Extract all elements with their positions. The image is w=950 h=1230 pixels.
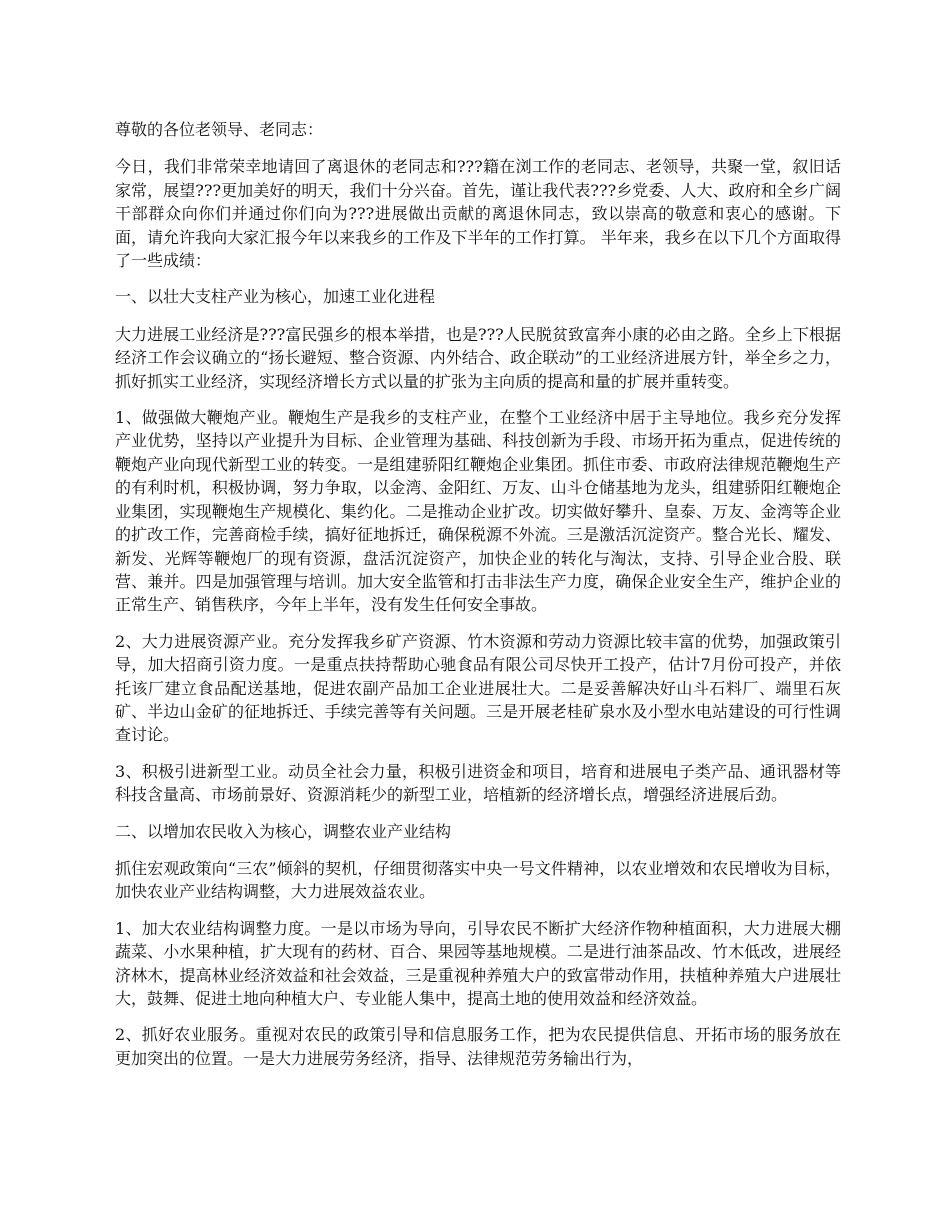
paragraph-industry-intro: 大力进展工业经济是???富民强乡的根本举措，也是???人民脱贫致富奔小康的必由之路。全乡上下根据经济工作会议确立的“扬长避短、整合资源、内外结合、政企联动”的工业经济进展方针，举全乡之力，抓好抓实工业经济，实现经济增长方式以量的扩张为主向质的提高和量的扩展并重转变。 bbox=[115, 324, 841, 391]
paragraph-firecracker: 1、做强做大鞭炮产业。鞭炮生产是我乡的支柱产业，在整个工业经济中居于主导地位。我乡充分发挥产业优势，坚持以产业提升为目标、企业管理为基础、科技创新为手段、市场开拓为重点，促进传统的鞭炮产业向现代新型工业的转变。一是组建骄阳红鞭炮企业集团。抓住市委、市政府法律规范鞭炮生产的有利时机，积极协调，努力争取，以金湾、金阳红、万友、山斗仓储基地为龙头，组建骄阳红鞭炮企业集团，实现鞭炮生产规模化、集约化。二是推动企业扩改。切实做好攀升、皇泰、万友、金湾等企业的扩改工作，完善商检手续，搞好征地拆迁，确保税源不外流。三是激活沉淀资产。整合光长、耀发、新发、光辉等鞭炮厂的现有资源，盘活沉淀资产，加快企业的转化与淘汰，支持、引导企业合股、联营、兼并。四是加强管理与培训。加大安全监管和打击非法生产力度，确保企业安全生产，维护企业的正常生产、销售秩序，今年上半年，没有发生任何安全事故。 bbox=[115, 408, 841, 615]
paragraph-agri-services: 2、抓好农业服务。重视对农民的政策引导和信息服务工作，把为农民提供信息、开拓市场的服务放在更加突出的位置。一是大力进展劳务经济，指导、法律规范劳务输出行为， bbox=[115, 1025, 841, 1068]
paragraph-agriculture-intro: 抓住宏观政策向“三农”倾斜的契机，仔细贯彻落实中央一号文件精神，以农业增效和农民增收为目标，加快农业产业结构调整，大力进展效益农业。 bbox=[115, 858, 841, 902]
section-heading-industry: 一、以壮大支柱产业为核心，加速工业化进程 bbox=[115, 287, 436, 307]
section-heading-agriculture: 二、以增加农民收入为核心，调整农业产业结构 bbox=[115, 821, 452, 841]
salutation: 尊敬的各位老领导、老同志： bbox=[115, 120, 324, 139]
paragraph-new-industry: 3、积极引进新型工业。动员全社会力量，积极引进资金和项目，培育和进展电子类产品、通讯器材等科技含量高、市场前景好、资源消耗少的新型工业，培植新的经济增长点，增强经济进展后劲。 bbox=[115, 761, 841, 805]
paragraph-resources: 2、大力进展资源产业。充分发挥我乡矿产资源、竹木资源和劳动力资源比较丰富的优势，加强政策引导，加大招商引资力度。一是重点扶持帮助心驰食品有限公司尽快开工投产，估计7月份可投产，并依托该厂建立食品配送基地，促进农副产品加工企业进展壮大。二是妥善解决好山斗石料厂、端里石灰矿、半边山金矿的征地拆迁、手续完善等有关问题。三是开展老桂矿泉水及小型水电站建设的可行性调查讨论。 bbox=[115, 631, 841, 745]
document-page bbox=[115, 118, 841, 1083]
paragraph-structure-adjustment: 1、加大农业结构调整力度。一是以市场为导向，引导农民不断扩大经济作物种植面积，大力进展大棚蔬菜、小水果种植，扩大现有的药材、百合、果园等基地规模。二是进行油茶品改、竹木低改，进展经济林木，提高林业经济效益和社会效益，三是重视种养殖大户的致富带动作用，扶植种养殖大户进展壮大，鼓舞、促进土地向种植大户、专业能人集中，提高土地的使用效益和经济效益。 bbox=[115, 918, 841, 1008]
paragraph-opening: 今日，我们非常荣幸地请回了离退休的老同志和???籍在浏工作的老同志、老领导，共聚一堂，叙旧话家常，展望???更加美好的明天，我们十分兴奋。首先，谨让我代表???乡党委、人大、政府和全乡广阔干部群众向你们并通过你们向为???进展做出贡献的离退休同志，致以崇高的敬意和衷心的感谢。下面，请允许我向大家汇报今年以来我乡的工作及下半年的工作打算。 半年来，我乡在以下几个方面取得了一些成绩： bbox=[115, 157, 841, 271]
